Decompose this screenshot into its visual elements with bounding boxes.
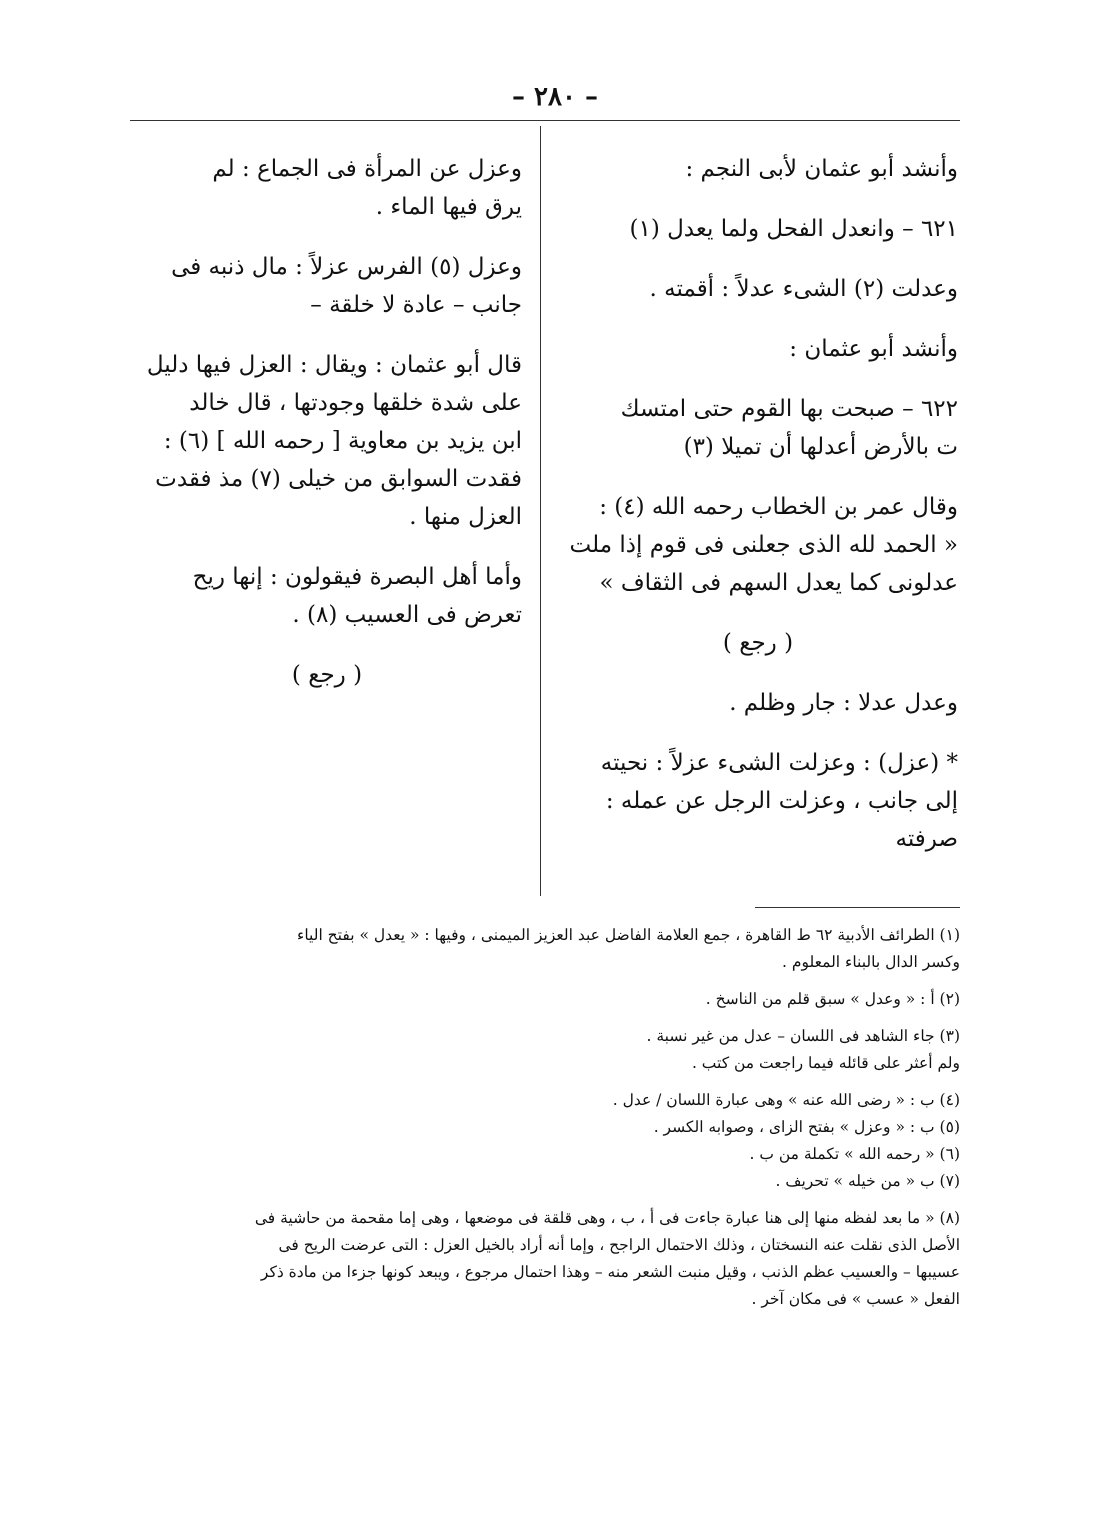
footnote-2: (٢) أ : « وعدل » سبق قلم من الناسخ . [705, 990, 960, 1008]
footnote-8-cont: عسيبها – والعسيب عظم الذنب ، وقيل منبت الشعر منه – وهذا احتمال مرجوع ، ويبعد كونها جزءا من مادة ذكر [260, 1263, 960, 1281]
footnote-3: (٣) جاء الشاهد فى اللسان – عدل من غير نسبة . [646, 1027, 960, 1045]
text-line: يرق فيها الماء . [375, 194, 522, 220]
text-line: العزل منها . [409, 504, 522, 530]
text-line: وقال عمر بن الخطاب رحمه الله (٤) : [599, 494, 958, 520]
text-line: جانب – عادة لا خلقة – [310, 292, 522, 318]
quote-line: عدلونى كما يعدل السهم فى الثقاف » [599, 570, 958, 596]
text-line: وعزل عن المرأة فى الجماع : لم [212, 156, 522, 182]
footnote-8-cont: الفعل « عسب » فى مكان آخر . [751, 1290, 960, 1308]
return-marker: ( رجع ) [722, 630, 794, 656]
footnote-3-cont: ولم أعثر على قائله فيما راجعت من كتب . [691, 1054, 960, 1072]
text-line: ابن يزيد بن معاوية [ رحمه الله ] (٦) : [163, 428, 522, 454]
text-line: فقدت السوابق من خيلى (٧) مذ فقدت [155, 466, 522, 492]
entry-heading: * (عزل) : وعزلت الشىء عزلاً : نحيته [600, 750, 958, 776]
verse-line: ٦٢٢ – صبحت بها القوم حتى امتسك [620, 396, 958, 422]
footnote-rule [755, 907, 960, 908]
footnote-7: (٧) ب « من خيله » تحريف . [775, 1172, 960, 1190]
left-column [132, 150, 522, 694]
text-line: وأنشد أبو عثمان : [789, 336, 958, 362]
text-line: على شدة خلقها وجودتها ، قال خالد [189, 390, 522, 416]
right-column [558, 150, 958, 858]
column-divider [540, 126, 541, 896]
footnotes [134, 922, 960, 1313]
footnote-5: (٥) ب : « وعزل » بفتح الزاى ، وصوابه الكسر . [653, 1118, 960, 1136]
footnote-1: (١) الطرائف الأدبية ٦٢ ط القاهرة ، جمع العلامة الفاضل عبد العزيز الميمنى ، وفيها : « يعدل » بفتح الياء [297, 926, 960, 944]
text-line: قال أبو عثمان : ويقال : العزل فيها دليل [146, 352, 522, 378]
footnote-6: (٦) « رحمه الله » تكملة من ب . [749, 1145, 960, 1163]
footnote-8: (٨) « ما بعد لفظه منها إلى هنا عبارة جاءت فى أ ، ب ، وهى قلقة فى موضعها ، وهى إما مقحمة من حاشية فى [254, 1209, 960, 1227]
verse-line: ت بالأرض أعدلها أن تميلا (٣) [683, 434, 958, 460]
text-line: إلى جانب ، وعزلت الرجل عن عمله : صرفته [605, 788, 958, 852]
quote-line: « الحمد لله الذى جعلنى فى قوم إذا ملت [569, 532, 958, 558]
header-rule [130, 120, 960, 121]
text-line: وأما أهل البصرة فيقولون : إنها ريح [192, 564, 522, 590]
text-line: وعزل (٥) الفرس عزلاً : مال ذنبه فى [171, 254, 522, 280]
text-line: تعرض فى العسيب (٨) . [292, 602, 522, 628]
text-line: وعدلت (٢) الشىء عدلاً : أقمته . [649, 276, 958, 302]
return-marker: ( رجع ) [291, 662, 363, 688]
page-number: – ٢٨٠ – [511, 82, 599, 112]
verse-line: ٦٢١ – وانعدل الفحل ولما يعدل (١) [629, 216, 958, 242]
footnote-1-cont: وكسر الدال بالبناء المعلوم . [782, 953, 960, 971]
footnote-4: (٤) ب : « رضى الله عنه » وهى عبارة اللسان / عدل . [612, 1091, 960, 1109]
text-line: وأنشد أبو عثمان لأبى النجم : [685, 156, 958, 182]
text-line: وعدل عدلا : جار وظلم . [729, 690, 958, 716]
footnote-8-cont: الأصل الذى نقلت عنه النسختان ، وذلك الاحتمال الراجح ، وإما أنه أراد بالخيل العزل : التى عرضت الريح فى [278, 1236, 960, 1254]
